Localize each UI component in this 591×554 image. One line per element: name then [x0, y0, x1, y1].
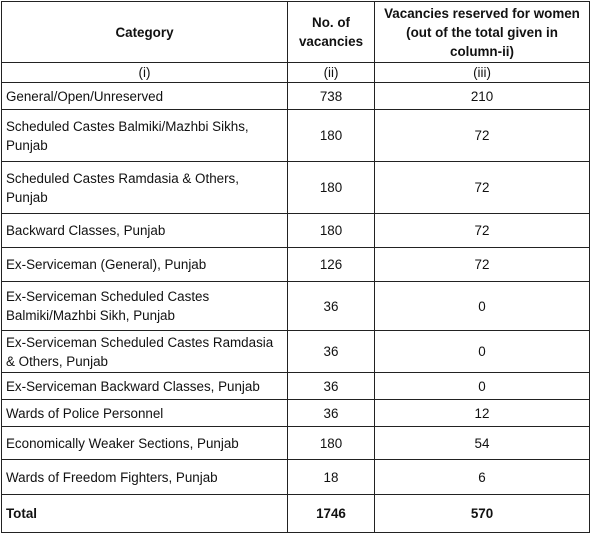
vacancies-cell: 36 [288, 331, 375, 373]
table-row [2, 110, 590, 162]
total-label: Total [2, 495, 288, 533]
women-cell: 72 [375, 162, 590, 214]
column-number-i: (i) [2, 63, 288, 83]
women-cell: 72 [375, 248, 590, 282]
column-number-row [2, 63, 590, 83]
category-cell: Wards of Freedom Fighters, Punjab [2, 460, 288, 495]
vacancies-cell: 36 [288, 373, 375, 400]
table-row [2, 427, 590, 460]
column-number-ii: (ii) [288, 63, 375, 83]
table-row [2, 214, 590, 248]
vacancies-cell: 18 [288, 460, 375, 495]
total-vacancies: 1746 [288, 495, 375, 533]
women-cell: 210 [375, 83, 590, 110]
table-row [2, 83, 590, 110]
category-cell: Backward Classes, Punjab [2, 214, 288, 248]
women-cell: 6 [375, 460, 590, 495]
header-category: Category [2, 2, 288, 63]
total-women: 570 [375, 495, 590, 533]
women-cell: 54 [375, 427, 590, 460]
category-cell: Scheduled Castes Ramdasia & Others, Punjab [2, 162, 288, 214]
women-cell: 0 [375, 282, 590, 331]
category-cell: Wards of Police Personnel [2, 400, 288, 427]
women-cell: 12 [375, 400, 590, 427]
table-row [2, 400, 590, 427]
category-cell: Ex-Serviceman Scheduled Castes Balmiki/Mazhbi Sikh, Punjab [2, 282, 288, 331]
vacancies-cell: 738 [288, 83, 375, 110]
vacancy-table [1, 1, 590, 533]
header-row [2, 2, 590, 63]
vacancies-cell: 180 [288, 110, 375, 162]
women-cell: 72 [375, 110, 590, 162]
category-cell: Scheduled Castes Balmiki/Mazhbi Sikhs, Punjab [2, 110, 288, 162]
women-cell: 0 [375, 373, 590, 400]
category-cell: Ex-Serviceman Backward Classes, Punjab [2, 373, 288, 400]
vacancies-cell: 36 [288, 400, 375, 427]
table-row [2, 248, 590, 282]
vacancies-cell: 180 [288, 427, 375, 460]
vacancies-cell: 126 [288, 248, 375, 282]
total-row [2, 495, 590, 533]
category-cell: Economically Weaker Sections, Punjab [2, 427, 288, 460]
column-number-iii: (iii) [375, 63, 590, 83]
women-cell: 72 [375, 214, 590, 248]
table-row [2, 331, 590, 373]
category-cell: Ex-Serviceman (General), Punjab [2, 248, 288, 282]
table-row [2, 282, 590, 331]
table-row [2, 373, 590, 400]
category-cell: General/Open/Unreserved [2, 83, 288, 110]
category-cell: Ex-Serviceman Scheduled Castes Ramdasia & Others, Punjab [2, 331, 288, 373]
women-cell: 0 [375, 331, 590, 373]
vacancies-cell: 180 [288, 214, 375, 248]
header-vacancies: No. of vacancies [288, 2, 375, 63]
table-row [2, 162, 590, 214]
vacancies-cell: 180 [288, 162, 375, 214]
vacancies-cell: 36 [288, 282, 375, 331]
header-women: Vacancies reserved for women (out of the total given in column-ii) [375, 2, 590, 63]
table-row [2, 460, 590, 495]
